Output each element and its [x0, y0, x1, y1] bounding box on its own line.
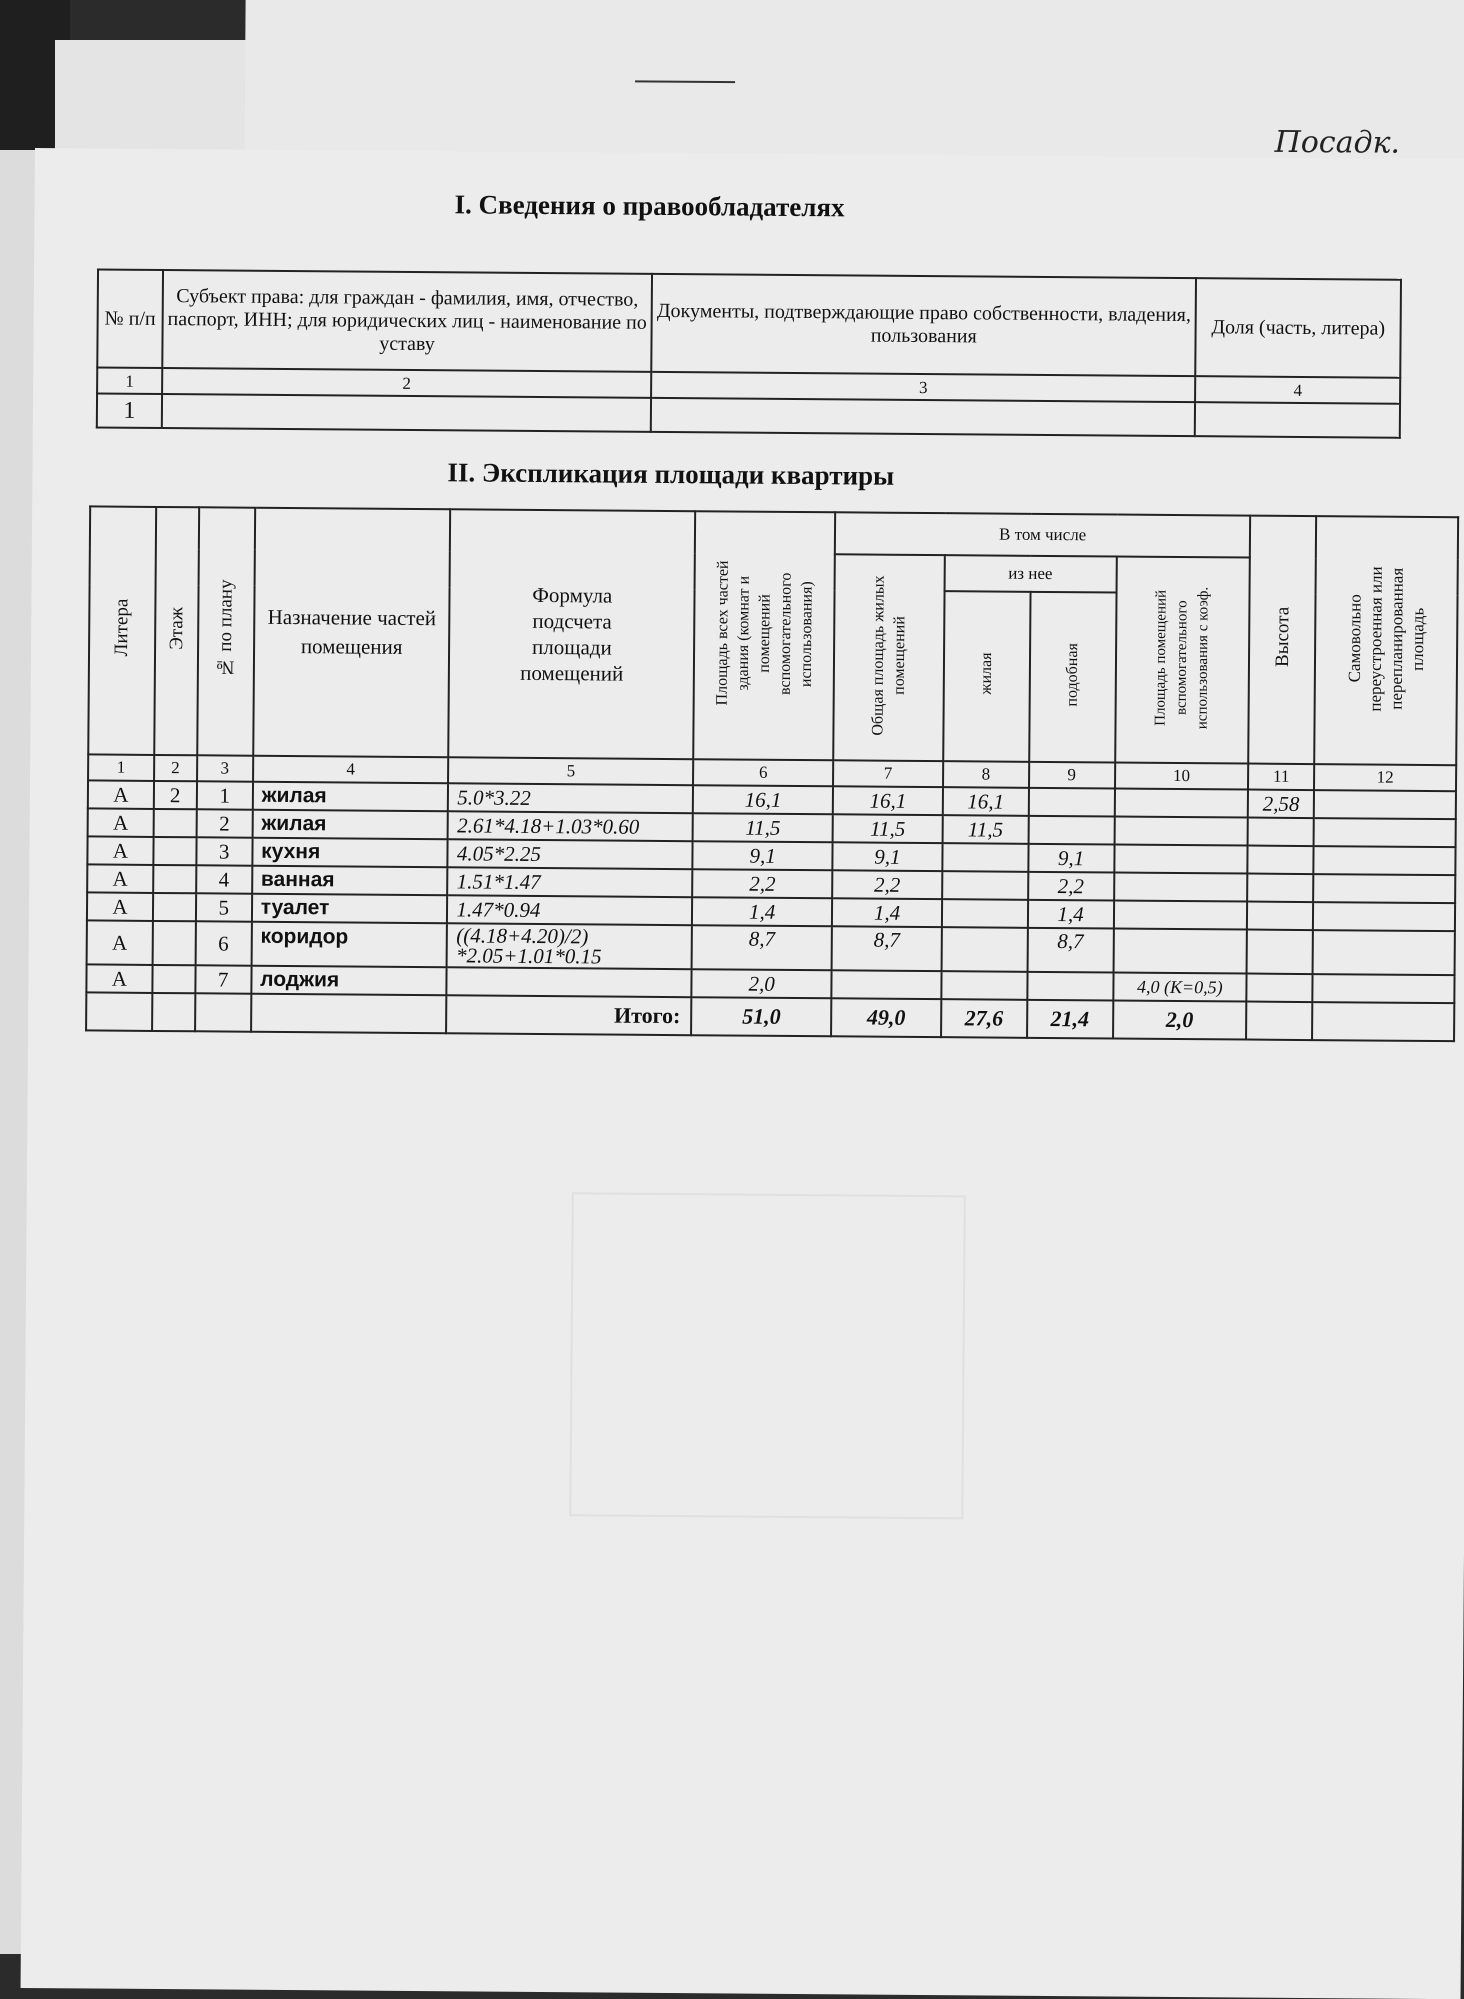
header-floor: Этаж — [154, 507, 199, 755]
cell-purpose: жилая — [253, 782, 449, 812]
colnum: 1 — [88, 754, 154, 781]
cell-unauthorized — [1313, 902, 1455, 931]
cell-litera: А — [87, 920, 153, 965]
cell-litera: А — [86, 964, 152, 993]
cell-auxiliary: 9,1 — [1028, 844, 1114, 873]
colnum: 7 — [833, 760, 943, 787]
underlying-card — [55, 40, 260, 160]
cell-floor — [152, 921, 195, 965]
cell-formula: 2.61*4.18+1.03*0.60 — [448, 811, 693, 841]
owners-cell-documents — [651, 398, 1195, 436]
cell-height — [1247, 974, 1313, 1003]
header-height: Высота — [1248, 516, 1316, 765]
cell-litera: А — [88, 808, 154, 837]
cell-litera: А — [87, 864, 153, 893]
cell-purpose: ванная — [252, 866, 448, 896]
colnum: 2 — [154, 755, 197, 781]
header-formula: Формула подсчета площади помещений — [449, 509, 696, 759]
cell-height — [1248, 818, 1314, 847]
cell-aux-coef: 4,0 (К=0,5) — [1113, 972, 1247, 1001]
cell-total-area: 9,1 — [693, 841, 833, 870]
owners-header-row — [97, 269, 1401, 377]
cell-living-total: 16,1 — [833, 786, 943, 815]
cell-aux-coef — [1114, 788, 1248, 817]
header-aux-coef: Площадь помещений вспомогательного использования с коэф. — [1115, 557, 1250, 764]
document-page — [21, 148, 1464, 1999]
cell-formula: ((4.18+4.20)/2) *2.05+1.01*0.15 — [447, 923, 692, 969]
owners-colnum: 1 — [97, 367, 162, 394]
cell-litera: А — [88, 780, 154, 809]
owners-cell-share — [1195, 402, 1400, 438]
cell-height: 2,58 — [1248, 790, 1314, 819]
cell-living: 11,5 — [942, 815, 1028, 844]
cell-auxiliary: 1,4 — [1028, 900, 1114, 929]
cell-aux-coef — [1114, 844, 1248, 873]
total-auxiliary: 21,4 — [1027, 1000, 1113, 1039]
cell-floor — [153, 893, 196, 921]
cell-floor — [153, 809, 196, 837]
colnum: 5 — [448, 757, 693, 785]
cell-plan-no: 6 — [195, 921, 251, 965]
cell-plan-no: 5 — [196, 893, 252, 921]
header-purpose: Назначение частей помещения — [253, 508, 451, 758]
cell-formula: 5.0*3.22 — [448, 783, 693, 813]
cell-living — [942, 843, 1028, 872]
cell-aux-coef — [1114, 872, 1248, 901]
cell-purpose: лоджия — [251, 966, 447, 996]
cell-total-area: 8,7 — [692, 925, 832, 970]
cell-unauthorized — [1313, 874, 1455, 903]
colnum: 3 — [197, 755, 253, 781]
handwritten-note: Посадк. — [1274, 124, 1401, 161]
cell-formula: 4.05*2.25 — [448, 839, 693, 869]
total-aux-coef: 2,0 — [1113, 1000, 1247, 1039]
cell-aux-coef — [1114, 816, 1248, 845]
cell-purpose: туалет — [252, 894, 448, 924]
cell-living — [942, 871, 1028, 900]
cell-living — [941, 927, 1027, 972]
cell-floor: 2 — [154, 781, 197, 809]
total-area: 51,0 — [691, 997, 831, 1036]
section1-title: I. Сведения о правообладателях — [454, 189, 845, 223]
header-auxiliary: подобная — [1029, 592, 1116, 763]
explication-table — [85, 505, 1459, 1042]
cell-aux-coef — [1113, 900, 1247, 929]
total-label: Итого: — [446, 995, 691, 1035]
explication-header-row — [90, 506, 1458, 559]
header-in-total: В том числе — [835, 512, 1250, 557]
owners-table — [96, 268, 1402, 438]
colnum: 12 — [1314, 764, 1456, 791]
cell-living-total: 11,5 — [833, 814, 943, 843]
owners-header-no: № п/п — [97, 269, 163, 368]
cell-total-area: 1,4 — [692, 897, 832, 926]
header-plan-no: № по плану — [197, 507, 255, 755]
cell-unauthorized — [1313, 846, 1455, 875]
colnum: 11 — [1248, 764, 1314, 791]
cell-auxiliary — [1028, 788, 1114, 817]
signature-line — [635, 80, 735, 83]
cell-living-total: 8,7 — [832, 926, 942, 971]
cell-purpose: коридор — [251, 922, 447, 968]
cell-formula — [447, 967, 692, 997]
cell-height — [1247, 874, 1313, 903]
owners-header-documents: Документы, подтверждающие право собственности, владения, пользования — [651, 274, 1196, 376]
colnum: 10 — [1115, 762, 1249, 789]
owners-cell-no: 1 — [97, 393, 162, 428]
header-of-which: из нее — [944, 555, 1116, 592]
cell-auxiliary: 2,2 — [1028, 872, 1114, 901]
cell-unauthorized — [1314, 790, 1456, 819]
header-living: жилая — [943, 591, 1030, 762]
header-total-area: Площадь всех частей здания (комнат и помещений вспомогательного использования) — [693, 511, 835, 760]
cell-floor — [153, 837, 196, 865]
cell-formula: 1.47*0.94 — [447, 895, 692, 925]
cell-height — [1247, 902, 1313, 931]
cell-living-total: 2,2 — [832, 870, 942, 899]
cell-unauthorized — [1314, 818, 1456, 847]
header-living-total: Общая площадь жилых помещений — [833, 554, 944, 761]
owners-colnum: 4 — [1195, 376, 1400, 404]
cell-height — [1248, 846, 1314, 875]
total-living-total: 49,0 — [831, 998, 941, 1037]
bleed-through-plan — [569, 1192, 966, 1519]
cell-unauthorized — [1312, 974, 1454, 1003]
cell-purpose: кухня — [252, 838, 448, 868]
colnum: 8 — [943, 761, 1029, 788]
cell-total-area: 2,2 — [692, 869, 832, 898]
header-unauthorized: Самовольно переустроенная или перепланированная площадь — [1314, 516, 1458, 765]
owners-cell-subject — [162, 394, 651, 432]
cell-plan-no: 1 — [197, 781, 253, 809]
cell-total-area: 11,5 — [693, 813, 833, 842]
cell-auxiliary — [1028, 816, 1114, 845]
cell-unauthorized — [1313, 930, 1455, 975]
header-litera: Литера — [88, 506, 156, 755]
section2-title: II. Экспликация площади квартиры — [447, 457, 895, 491]
cell-plan-no: 3 — [196, 837, 252, 865]
cell-auxiliary: 8,7 — [1027, 928, 1113, 973]
owners-colnum: 3 — [651, 372, 1195, 402]
cell-living — [941, 971, 1027, 1000]
cell-auxiliary — [1027, 972, 1113, 1001]
cell-litera: А — [87, 892, 153, 921]
cell-living — [942, 899, 1028, 928]
colnum: 6 — [693, 759, 833, 786]
cell-height — [1247, 930, 1313, 975]
cell-plan-no: 4 — [196, 865, 252, 893]
owners-colnum: 2 — [162, 368, 651, 398]
cell-living-total — [831, 970, 941, 999]
cell-formula: 1.51*1.47 — [448, 867, 693, 897]
cell-living: 16,1 — [943, 787, 1029, 816]
cell-total-area: 16,1 — [693, 785, 833, 814]
cell-aux-coef — [1113, 928, 1247, 973]
cell-floor — [152, 965, 195, 993]
cell-plan-no: 7 — [195, 965, 251, 993]
owners-header-share: Доля (часть, литера) — [1196, 278, 1401, 378]
cell-floor — [153, 865, 196, 893]
cell-living-total: 9,1 — [832, 842, 942, 871]
cell-living-total: 1,4 — [832, 898, 942, 927]
total-living: 27,6 — [941, 999, 1027, 1038]
cell-purpose: жилая — [252, 810, 448, 840]
cell-plan-no: 2 — [196, 809, 252, 837]
cell-total-area: 2,0 — [692, 969, 832, 998]
owners-header-subject: Субъект права: для граждан - фамилия, имя, отчество, паспорт, ИНН; для юридических лиц - наименование по уставу — [162, 270, 652, 372]
colnum: 9 — [1029, 762, 1115, 789]
colnum: 4 — [253, 756, 449, 784]
cell-litera: А — [87, 836, 153, 865]
